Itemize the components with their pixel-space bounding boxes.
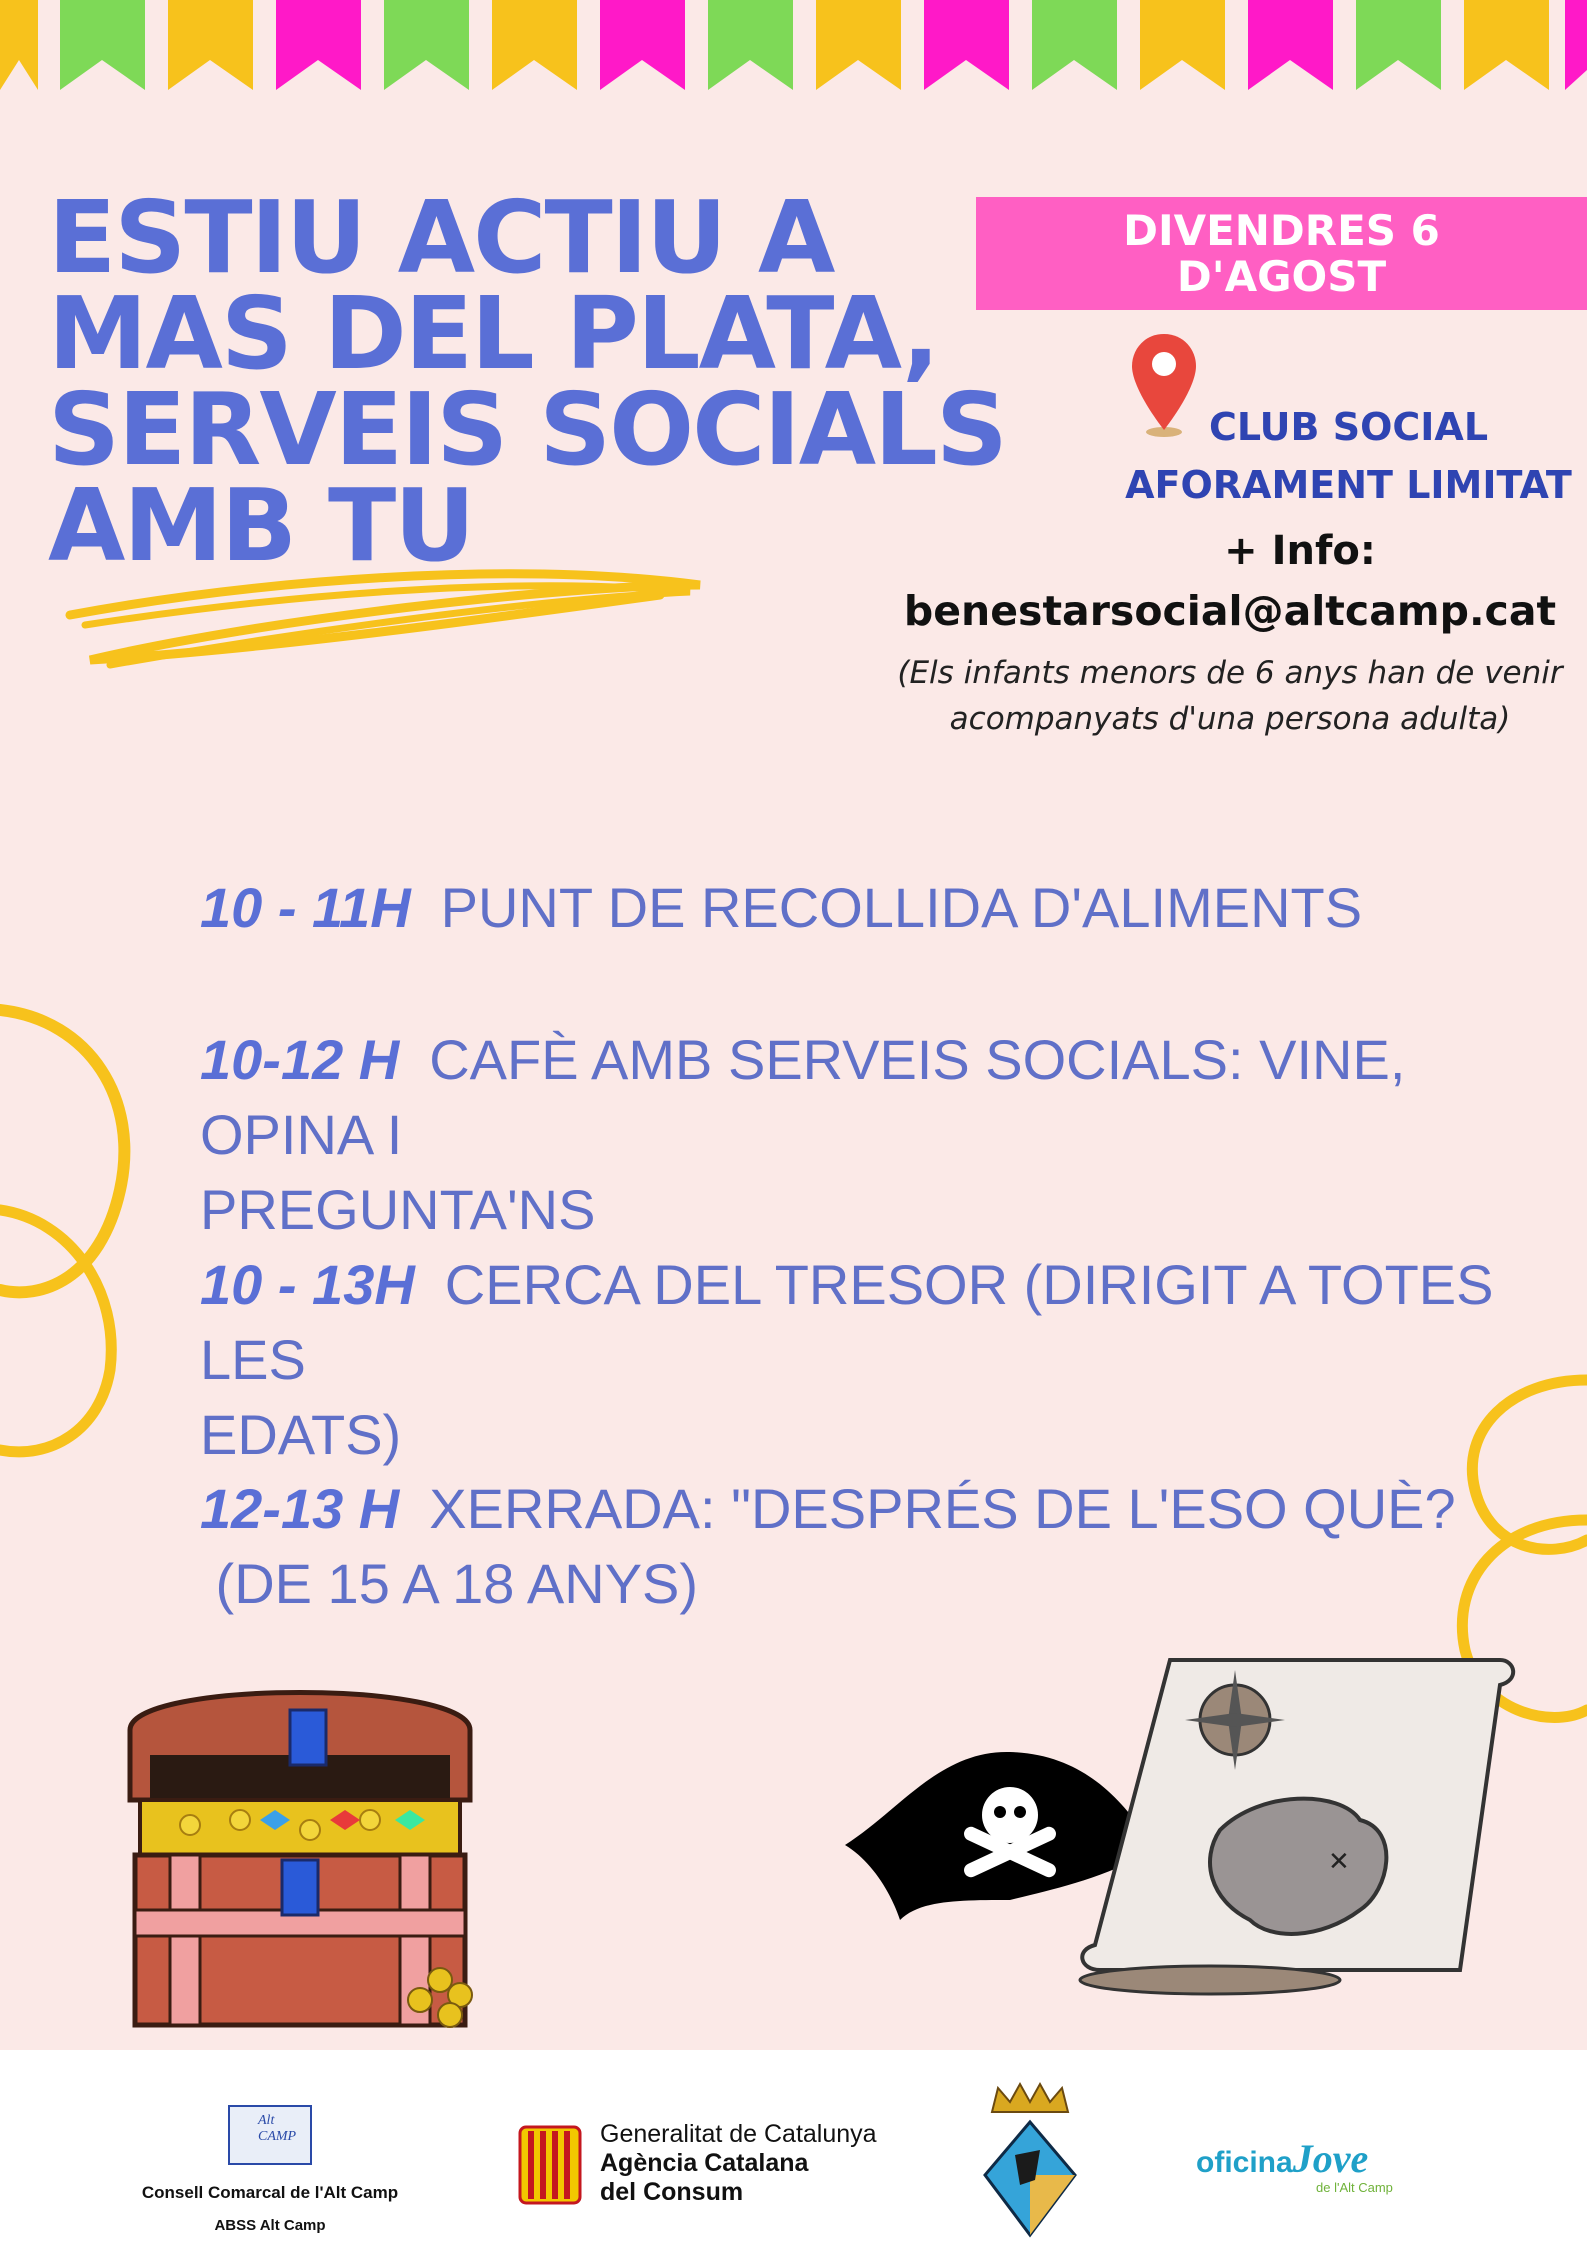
consell-name: Consell Comarcal de l'Alt Camp [141,2183,399,2202]
note-line-2: acompanyats d'una persona adulta) [949,701,1511,737]
footer-logos [0,2050,1587,2245]
event-title [48,179,1006,584]
svg-text:✕: ✕ [1328,1847,1350,1877]
info-label: + Info: [1224,528,1376,574]
flag-15 [1464,0,1549,90]
generalitat-line-3: del Consum [600,2178,744,2206]
flag-12 [1140,0,1225,90]
venue-place: CLUB SOCIAL [1208,405,1489,449]
venue-info [1110,398,1587,514]
consell-comarcal-logo [120,2105,420,2234]
date-line-2: D'AGOST [1176,251,1387,301]
generalitat-line-1: Generalitat de Catalunya [600,2120,877,2148]
schedule-time: 10 - 11H [200,876,411,939]
senyera-shield-icon [518,2125,582,2205]
title-line-4: AMB TU [48,467,474,584]
flag-14 [1356,0,1441,90]
schedule-activity: PUNT DE RECOLLIDA D'ALIMENTS [440,876,1363,939]
treasure-chest-icon [110,1670,510,2040]
flag-1 [0,0,38,90]
treasure-map-icon [1060,1640,1520,2000]
abss-name: ABSS Alt Camp [214,2217,326,2234]
flag-7 [600,0,685,90]
schedule-activity-cont: (DE 15 A 18 ANYS) [200,1552,699,1615]
oficina-jove-logo [1196,2135,1456,2195]
flag-3 [168,0,253,90]
schedule-time: 10-12 H [200,1028,400,1091]
schedule-activity: CERCA DEL TRESOR (DIRIGIT A TOTES LES [200,1253,1494,1391]
schedule-activity-cont: PREGUNTA'NS [200,1178,596,1241]
date-banner [976,197,1587,310]
oficina-sub: de l'Alt Camp [1316,2180,1393,2195]
note-line-1: (Els infants menors de 6 anys han de venir [897,655,1563,691]
flag-6 [492,0,577,90]
bunting-decoration [0,0,1587,130]
schedule-item-2 [200,1022,1500,1247]
schedule-activity: CAFÈ AMB SERVEIS SOCIALS: VINE, OPINA I [200,1028,1406,1166]
flag-5 [384,0,469,90]
schedule-item-4 [200,1471,1500,1621]
alt-camp-logo-mark: Alt CAMP [228,2105,312,2165]
schedule-item-3 [200,1247,1500,1472]
title-line-2: MAS DEL PLATA, [48,275,938,392]
generalitat-line-2: Agència Catalana [600,2149,809,2177]
schedule-item-1 [200,870,1500,945]
schedule-activity-cont: EDATS) [200,1403,402,1466]
flag-9 [816,0,901,90]
flag-11 [1032,0,1117,90]
children-note [880,650,1580,742]
municipal-shield-icon [980,2080,1080,2240]
schedule-activity: XERRADA: "DESPRÉS DE L'ESO QUÈ? [429,1477,1456,1540]
flag-4 [276,0,361,90]
title-line-1: ESTIU ACTIU A [48,179,834,296]
flag-8 [708,0,793,90]
oficina-word: oficina [1196,2146,1293,2179]
flag-2 [60,0,145,90]
venue-capacity: AFORAMENT LIMITAT [1125,463,1572,507]
scribble-underline [60,540,720,690]
flag-16 [1565,0,1587,90]
generalitat-logo [518,2120,918,2210]
jove-word: Jove [1292,2136,1369,2181]
flag-10 [924,0,1009,90]
contact-email[interactable]: benestarsocial@altcamp.cat [903,587,1557,635]
title-line-3: SERVEIS SOCIALS [48,371,1006,488]
date-line-1: DIVENDRES 6 [1123,205,1440,255]
flag-13 [1248,0,1333,90]
swirl-left-decoration [0,990,160,1470]
schedule-time: 10 - 13H [200,1253,415,1316]
schedule-time: 12-13 H [200,1477,400,1540]
